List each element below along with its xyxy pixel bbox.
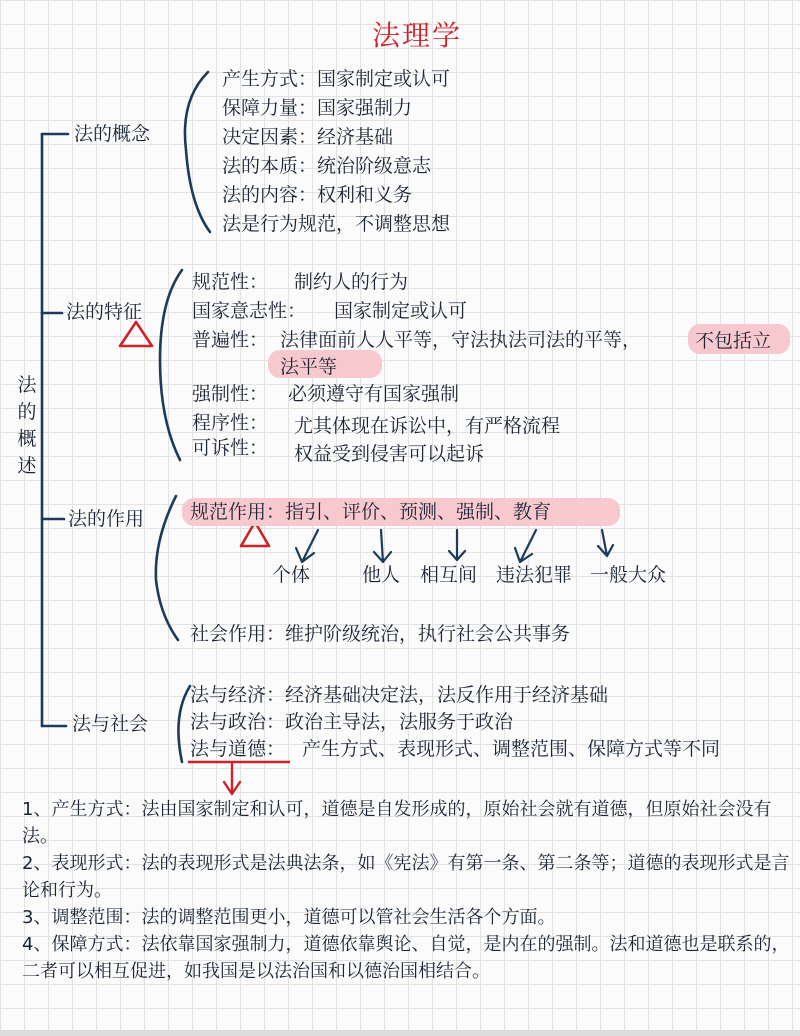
note-paragraph: 2、表现形式：法的表现形式是法典法条，如《宪法》有第一条、第二条等；道德的表现形式是言论和行为。 (22, 853, 790, 901)
concept-item: 法是行为规范，不调整思想 (222, 213, 451, 235)
warning-triangle-icon (120, 322, 152, 346)
page-title: 法理学 (372, 19, 463, 52)
feature-name: 强制性： (192, 383, 269, 405)
morality-desc: 产生方式、表现形式、调整范围、保障方式等不同 (302, 738, 721, 760)
social-function: 社会作用：维护阶级统治，执行社会公共事务 (190, 623, 571, 645)
function-target: 个体 (272, 564, 311, 586)
bottom-edge (0, 1030, 800, 1036)
feature-name: 规范性： (192, 271, 269, 293)
feature-desc: 制约人的行为 (294, 271, 409, 293)
function-target: 违法犯罪 (496, 564, 573, 586)
feature-highlight-text: 不包括立法平等 (280, 330, 772, 378)
morality-label: 法与道德： (190, 738, 286, 760)
feature-name: 普遍性： (192, 329, 269, 351)
note-paragraph: 3、调整范围：法的调整范围更小，道德可以管社会生活各个方面。 (22, 907, 556, 928)
note-paragraph: 1、产生方式：法由国家制定和认可，道德是自发形成的，原始社会就有道德，但原始社会没有法。 (22, 799, 772, 847)
brace-concept (185, 72, 210, 232)
branch-label-features: 法的特征 (66, 301, 143, 323)
root-node: 法的概述 (17, 374, 37, 477)
branch-label-functions: 法的作用 (68, 508, 145, 530)
brace-functions (156, 496, 178, 640)
concept-item: 产生方式：国家制定或认可 (222, 68, 451, 90)
branch-label-society: 法与社会 (72, 713, 149, 735)
feature-name: 国家意志性： (192, 300, 307, 322)
feature-desc: 尤其体现在诉讼中，有严格流程 (294, 415, 561, 437)
society-item: 法与经济：经济基础决定法，法反作用于经济基础 (190, 684, 609, 706)
brace-society (178, 686, 190, 762)
branch-label-concept: 法的概念 (74, 123, 151, 145)
function-target: 相互间 (420, 564, 478, 586)
concept-item: 保障力量：国家强制力 (222, 97, 413, 119)
down-arrow-icon (224, 764, 240, 794)
concept-item: 决定因素：经济基础 (222, 126, 394, 148)
feature-name: 可诉性： (192, 437, 269, 459)
note-paragraph: 4、保障方式：法依靠国家强制力，道德依靠舆论、自觉，是内在的强制。法和道德也是联系的，二者可以相互促进，如我国是以法治国和以德治国相结合。 (22, 934, 790, 982)
feature-name: 程序性： (192, 412, 269, 434)
function-target: 他人 (362, 564, 401, 586)
feature-desc: 法律面前人人平等，守法执法司法的平等， (280, 329, 642, 351)
concept-item: 法的内容：权利和义务 (222, 184, 413, 206)
concept-item: 法的本质：统治阶级意志 (222, 155, 432, 177)
brace-features (160, 270, 182, 460)
feature-desc: 国家制定或认可 (334, 300, 468, 322)
function-target: 一般大众 (590, 564, 667, 586)
society-item: 法与政治：政治主导法，法服务于政治 (190, 711, 514, 733)
feature-desc: 权益受到侵害可以起诉 (294, 443, 485, 465)
normative-function: 规范作用：指引、评价、预测、强制、教育 (190, 501, 552, 523)
feature-desc: 必须遵守有国家强制 (288, 383, 460, 405)
